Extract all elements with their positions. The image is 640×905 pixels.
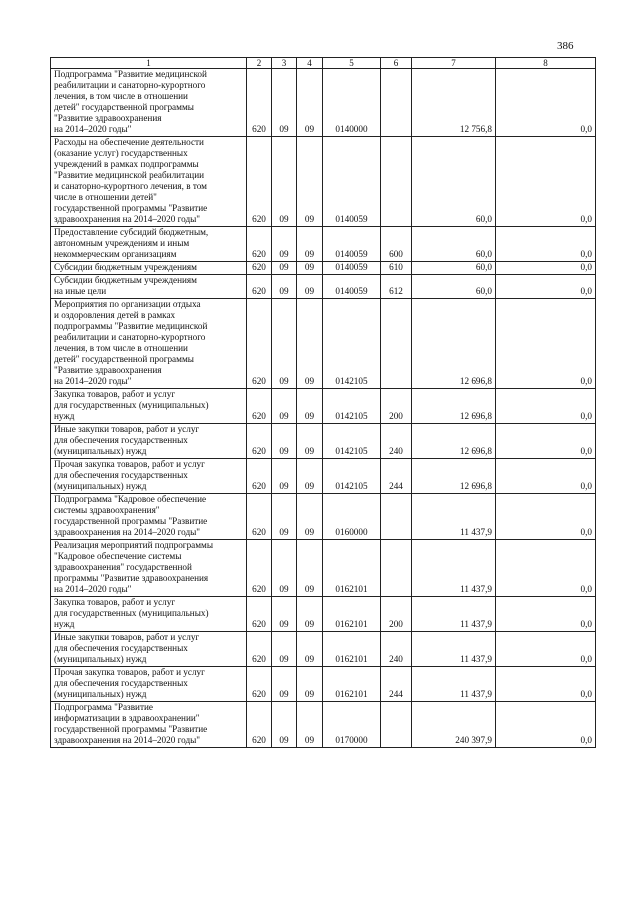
table-row — [51, 69, 596, 137]
row-subsection: 09 — [297, 540, 323, 597]
row-description: Реализация мероприятий подпрограммы "Кадровое обеспечение системы здравоохранения" государственной программы "Развитие здравоохранения на 2014–2020 годы" — [51, 540, 247, 597]
row-expense-type — [381, 69, 412, 137]
row-section: 09 — [272, 667, 297, 702]
row-expense-type: 240 — [381, 424, 412, 459]
row-target-article: 0142105 — [323, 299, 381, 389]
row-target-article: 0140000 — [323, 69, 381, 137]
row-amount: 60,0 — [412, 137, 496, 227]
row-subsection: 09 — [297, 494, 323, 540]
header-cell: 4 — [297, 58, 323, 69]
row-amount-2: 0,0 — [496, 227, 596, 262]
row-ministry-code: 620 — [247, 262, 272, 275]
row-target-article: 0160000 — [323, 494, 381, 540]
row-amount: 60,0 — [412, 275, 496, 299]
row-ministry-code: 620 — [247, 137, 272, 227]
row-description: Иные закупки товаров, работ и услуг для обеспечения государственных (муниципальных) нужд — [51, 632, 247, 667]
row-expense-type — [381, 137, 412, 227]
row-amount: 240 397,9 — [412, 702, 496, 748]
row-section: 09 — [272, 389, 297, 424]
row-description: Подпрограмма "Развитие информатизации в здравоохранении" государственной программы "Развитие здравоохранения на 2014–2020 годы" — [51, 702, 247, 748]
row-expense-type: 600 — [381, 227, 412, 262]
row-target-article: 0162101 — [323, 667, 381, 702]
row-expense-type: 612 — [381, 275, 412, 299]
row-section: 09 — [272, 69, 297, 137]
row-target-article: 0140059 — [323, 227, 381, 262]
row-subsection: 09 — [297, 632, 323, 667]
row-amount: 11 437,9 — [412, 597, 496, 632]
row-ministry-code: 620 — [247, 459, 272, 494]
row-description: Расходы на обеспечение деятельности (оказание услуг) государственных учреждений в рамках подпрограммы "Развитие медицинской реабилитации и санаторно-курортного лечения, в том числе в отношении детей" государственной программы "Развитие здравоохранения на 2014–2020 годы" — [51, 137, 247, 227]
row-target-article: 0142105 — [323, 389, 381, 424]
row-subsection: 09 — [297, 262, 323, 275]
row-subsection: 09 — [297, 667, 323, 702]
row-subsection: 09 — [297, 597, 323, 632]
row-ministry-code: 620 — [247, 227, 272, 262]
table-row — [51, 424, 596, 459]
row-amount-2: 0,0 — [496, 667, 596, 702]
table-row — [51, 227, 596, 262]
row-description: Закупка товаров, работ и услуг для государственных (муниципальных) нужд — [51, 389, 247, 424]
row-description: Иные закупки товаров, работ и услуг для обеспечения государственных (муниципальных) нужд — [51, 424, 247, 459]
row-section: 09 — [272, 632, 297, 667]
row-section: 09 — [272, 262, 297, 275]
row-expense-type: 244 — [381, 667, 412, 702]
row-description: Подпрограмма "Кадровое обеспечение системы здравоохранения" государственной программы "Развитие здравоохранения на 2014–2020 годы" — [51, 494, 247, 540]
row-amount: 12 696,8 — [412, 389, 496, 424]
row-amount: 60,0 — [412, 227, 496, 262]
row-section: 09 — [272, 137, 297, 227]
table-row — [51, 667, 596, 702]
row-amount-2: 0,0 — [496, 137, 596, 227]
header-cell: 3 — [272, 58, 297, 69]
table-row — [51, 459, 596, 494]
row-target-article: 0140059 — [323, 137, 381, 227]
row-target-article: 0162101 — [323, 632, 381, 667]
row-subsection: 09 — [297, 299, 323, 389]
row-subsection: 09 — [297, 424, 323, 459]
budget-table — [50, 57, 596, 748]
row-amount: 60,0 — [412, 262, 496, 275]
row-ministry-code: 620 — [247, 424, 272, 459]
row-target-article: 0140059 — [323, 262, 381, 275]
table-row — [51, 299, 596, 389]
row-expense-type — [381, 299, 412, 389]
row-amount: 11 437,9 — [412, 540, 496, 597]
row-target-article: 0170000 — [323, 702, 381, 748]
row-amount: 12 696,8 — [412, 299, 496, 389]
row-ministry-code: 620 — [247, 667, 272, 702]
row-amount: 11 437,9 — [412, 632, 496, 667]
row-description: Субсидии бюджетным учреждениям на иные цели — [51, 275, 247, 299]
row-target-article: 0162101 — [323, 540, 381, 597]
row-subsection: 09 — [297, 69, 323, 137]
row-ministry-code: 620 — [247, 389, 272, 424]
row-description: Субсидии бюджетным учреждениям — [51, 262, 247, 275]
row-ministry-code: 620 — [247, 494, 272, 540]
row-section: 09 — [272, 299, 297, 389]
row-description: Подпрограмма "Развитие медицинской реабилитации и санаторно-курортного лечения, в том числе в отношении детей" государственной программы "Развитие здравоохранения на 2014–2020 годы" — [51, 69, 247, 137]
row-expense-type: 240 — [381, 632, 412, 667]
row-subsection: 09 — [297, 702, 323, 748]
row-expense-type: 244 — [381, 459, 412, 494]
row-expense-type — [381, 702, 412, 748]
row-amount: 12 696,8 — [412, 424, 496, 459]
row-expense-type: 200 — [381, 597, 412, 632]
row-amount-2: 0,0 — [496, 262, 596, 275]
row-target-article: 0142105 — [323, 459, 381, 494]
row-amount-2: 0,0 — [496, 597, 596, 632]
table-row — [51, 137, 596, 227]
row-expense-type — [381, 494, 412, 540]
table-row — [51, 494, 596, 540]
row-amount-2: 0,0 — [496, 459, 596, 494]
row-description: Прочая закупка товаров, работ и услуг для обеспечения государственных (муниципальных) нужд — [51, 459, 247, 494]
row-amount-2: 0,0 — [496, 299, 596, 389]
row-amount: 11 437,9 — [412, 494, 496, 540]
row-description: Мероприятия по организации отдыха и оздоровления детей в рамках подпрограммы "Развитие медицинской реабилитации и санаторно-курортного лечения, в том числе в отношении детей" государственной программы "Развитие здравоохранения на 2014–2020 годы" — [51, 299, 247, 389]
header-cell: 1 — [51, 58, 247, 69]
table-row — [51, 597, 596, 632]
row-subsection: 09 — [297, 389, 323, 424]
header-cell: 8 — [496, 58, 596, 69]
row-section: 09 — [272, 275, 297, 299]
row-target-article: 0142105 — [323, 424, 381, 459]
row-amount-2: 0,0 — [496, 540, 596, 597]
table-header-row — [51, 58, 596, 69]
header-cell: 2 — [247, 58, 272, 69]
row-expense-type: 610 — [381, 262, 412, 275]
row-ministry-code: 620 — [247, 275, 272, 299]
row-amount: 11 437,9 — [412, 667, 496, 702]
table-row — [51, 632, 596, 667]
row-expense-type — [381, 540, 412, 597]
row-section: 09 — [272, 540, 297, 597]
row-section: 09 — [272, 702, 297, 748]
row-subsection: 09 — [297, 459, 323, 494]
row-section: 09 — [272, 424, 297, 459]
table-row — [51, 389, 596, 424]
row-ministry-code: 620 — [247, 632, 272, 667]
row-description: Предоставление субсидий бюджетным, автономным учреждениям и иным некоммерческим организациям — [51, 227, 247, 262]
table-row — [51, 540, 596, 597]
row-amount: 12 696,8 — [412, 459, 496, 494]
header-cell: 7 — [412, 58, 496, 69]
row-subsection: 09 — [297, 227, 323, 262]
row-section: 09 — [272, 459, 297, 494]
row-amount: 12 756,8 — [412, 69, 496, 137]
row-amount-2: 0,0 — [496, 632, 596, 667]
row-amount-2: 0,0 — [496, 494, 596, 540]
row-ministry-code: 620 — [247, 597, 272, 632]
table-row — [51, 702, 596, 748]
row-amount-2: 0,0 — [496, 69, 596, 137]
row-section: 09 — [272, 227, 297, 262]
row-section: 09 — [272, 597, 297, 632]
row-section: 09 — [272, 494, 297, 540]
row-expense-type: 200 — [381, 389, 412, 424]
header-cell: 5 — [323, 58, 381, 69]
row-target-article: 0162101 — [323, 597, 381, 632]
row-ministry-code: 620 — [247, 299, 272, 389]
row-amount-2: 0,0 — [496, 702, 596, 748]
row-ministry-code: 620 — [247, 540, 272, 597]
page-number: 386 — [557, 40, 574, 52]
row-ministry-code: 620 — [247, 702, 272, 748]
header-cell: 6 — [381, 58, 412, 69]
row-amount-2: 0,0 — [496, 389, 596, 424]
row-description: Прочая закупка товаров, работ и услуг для обеспечения государственных (муниципальных) нужд — [51, 667, 247, 702]
row-target-article: 0140059 — [323, 275, 381, 299]
table-row — [51, 275, 596, 299]
row-amount-2: 0,0 — [496, 275, 596, 299]
row-description: Закупка товаров, работ и услуг для государственных (муниципальных) нужд — [51, 597, 247, 632]
row-subsection: 09 — [297, 137, 323, 227]
row-amount-2: 0,0 — [496, 424, 596, 459]
table-row — [51, 262, 596, 275]
row-ministry-code: 620 — [247, 69, 272, 137]
row-subsection: 09 — [297, 275, 323, 299]
